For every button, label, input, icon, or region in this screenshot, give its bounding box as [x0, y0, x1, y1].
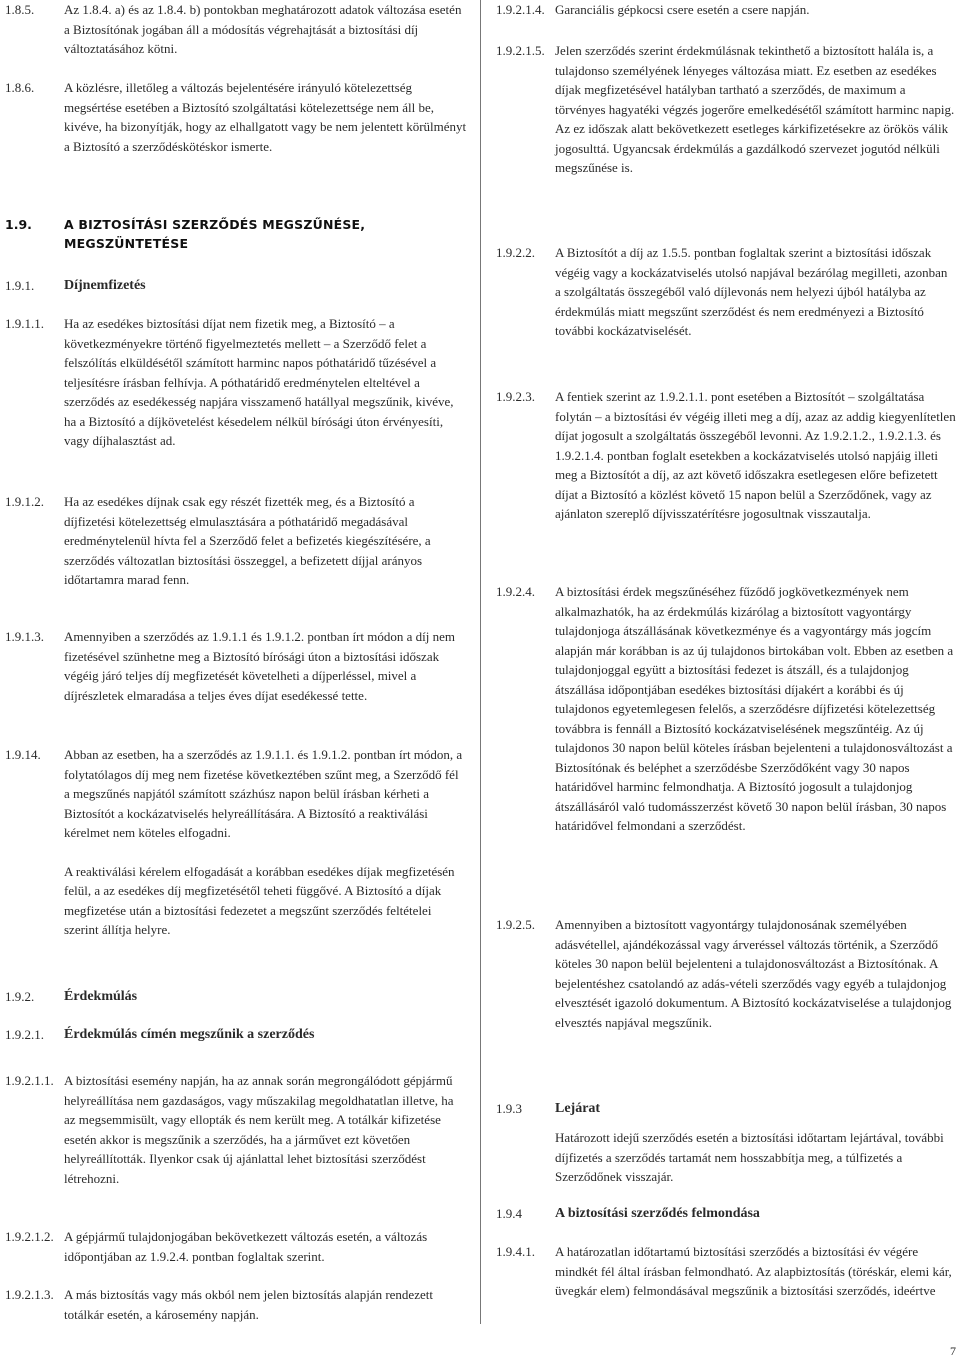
section-item — [5, 215, 467, 253]
section-number: 1.9.2.1.3. — [5, 1287, 54, 1302]
section-number: 1.9.2.2. — [496, 245, 535, 260]
section-item — [5, 1285, 467, 1324]
section-number: 1.9.3 — [496, 1101, 522, 1116]
section-text — [64, 492, 467, 590]
section-item — [5, 987, 467, 1007]
section-item — [5, 314, 467, 451]
section-number: 1.9.2.5. — [496, 917, 535, 932]
section-number: 1.8.5. — [5, 2, 35, 17]
section-text — [555, 243, 956, 341]
paragraph: Lejárat — [555, 1101, 601, 1116]
section-text — [555, 0, 956, 20]
paragraph: A biztosítási érdek megszűnéséhez fűződő jogkövetkezmények nem alkalmazhatók, ha az érdekmúlás kizárólag a biztosított vagyontárgy tulajdonjoga átszállásának következménye és a vagyontárgy más jogcím alapján már korábban is az új tulajdonos birtokában volt. Ebben az esetben a tulajdonjoggal együtt a biztosítási fedezet is átszáll, és a tulajdonjog átszállása időpontjában esedékes biztosítási díjakért a korábbi és új tulajdonos egyetemlegesen felelős, a szerződésre díjfizetési kötelezettség továbbra is fennáll a Biztosító kockázatviselésének megszűntéig. Az új tulajdonos 30 napon belül köteles írásban bejelenteni a tulajdonosváltozást a Biztosítónak és beléphet a szerződésbe Szerződőként vagy 30 napos határidővel harminc felmondhatja. A Biztosító jogosult a tulajdonjog átszállásáról való tudomásszerzést követő 30 napon belül írásban, 30 napos határidővel felmondani a szerződést. — [555, 584, 954, 833]
paragraph: A határozatlan időtartamú biztosítási szerződés a biztosítási év végére mindkét fél által írásban felmondható. Az alapbiztosítás (töréskár, elemi kár, üvegkár elem) felmondásával megszűnik a biztosítási szerződés, ideértve — [555, 1244, 952, 1298]
paragraph: Az 1.8.4. a) és az 1.8.4. b) pontokban meghatározott adatok változása esetén a Biztosítónak jogában áll a módosítás végrehajtását a biztosítási díj változtatásához kötni. — [64, 2, 462, 56]
paragraph: Érdekmúlás címén megszűnik a szerződés — [64, 1027, 315, 1042]
section-item — [5, 1025, 467, 1045]
section-number: 1.9.2. — [5, 989, 35, 1004]
paragraph: A közlésre, illetőleg a változás bejelentésére irányuló kötelezettség megsértése esetében a Biztosító szolgáltatási kötelezettsége nem áll be, kivéve, ha bizonyítják, hogy az elhallgatott vagy be nem jelentett körülményt a Biztosító a szerződéskötéskor ismerte. — [64, 80, 467, 154]
paragraph: Díjnemfizetés — [64, 278, 146, 293]
paragraph: A biztosítási szerződés felmondása — [555, 1206, 760, 1221]
section-item — [496, 1204, 956, 1224]
section-number: 1.9.4 — [496, 1206, 522, 1221]
paragraph: A biztosítási esemény napján, ha az annak során megrongálódott gépjármű helyreállítása nem gazdaságos, vagy műszakilag megoldhatatlan illetve, ha az megsemmisült, vagy ellopták és nem került meg. A totálkár kifizetése esetén akkor is megszűnik a szerződés, ha a járművet ezt követően helyreállították. Ilyenkor csak új ajánlattal lehet biztosítási szerződést létrehozni. — [64, 1073, 454, 1186]
paragraph: A más biztosítás vagy más okból nem jelen biztosítás alapján rendezett totálkár esetén, a károsemény napján. — [64, 1287, 433, 1322]
page-number: 7 — [950, 1344, 956, 1358]
paragraph: A Biztosítót a díj az 1.5.5. pontban foglaltak szerint a biztosítási időszak végéig vagy a kockázatviselés utolsó napjával bezárólag megilleti, azonban a szolgáltatás összegéből való díjlevonás nem helyezi újból hatályba az érdekmúlás miatt megszűnt szerződést és nem eredményezi a Biztosító további kockázatviselését. — [555, 245, 948, 338]
paragraph: A reaktiválási kérelem elfogadását a korábban esedékes díjak megfizetésén felül, a az esedékes díj megfizetésétől teheti függővé. A Biztosító a díjak megfizetése után a biztosítási fedezetet a megszűnt szerződés feltételei szerint állítja helyre. — [64, 863, 455, 937]
paragraph: Ha az esedékes biztosítási díjat nem fizetik meg, a Biztosító – a következményekre történő figyelmeztetés mellett – a Szerződő felet a felszólítás elküldésétől számított harminc napos póthatáridő tűzésével a teljesítésre írásban felhívja. A póthatáridő eredménytelen elteltével a szerződés az esedékesség napjára visszamenő hatállyal megszűnik, kivéve, ha a Biztosító a díjkövetelést késedelem nélkül bírósági úton érvényesíti, vagy díjhalasztást ad. — [64, 316, 454, 448]
section-number: 1.9.2.1.5. — [496, 43, 545, 58]
section-item — [5, 276, 467, 296]
section-item — [496, 1128, 956, 1187]
paragraph: Határozott idejű szerződés esetén a biztosítási időtartam lejártával, további díjfizetés a szerződés tartamát nem hosszabbítja meg, a túlfizetés a Szerződőnek visszajár. — [555, 1130, 944, 1184]
paragraph: Abban az esetben, ha a szerződés az 1.9.1.1. és 1.9.1.2. pontban írt módon, a folytatólagos díj meg nem fizetése következtében szűnt meg, a Szerződő fél a megszűnés napjától számított százhúsz napon belül írásban kérheti a Biztosítót a kockázatviselés helyreállítására. A Biztosító a reaktiválási kérelmet nem köteles elfogadni. — [64, 747, 463, 840]
section-item — [5, 78, 467, 156]
section-number: 1.9.1. — [5, 278, 35, 293]
section-item — [5, 627, 467, 705]
section-text — [555, 1242, 956, 1301]
paragraph: Garanciális gépkocsi csere esetén a csere napján. — [555, 2, 810, 17]
paragraph: A fentiek szerint az 1.9.2.1.1. pont esetében a Biztosítót – szolgáltatása folytán – a biztosítási év végéig illeti meg a díj, azaz az addig kiegyenlítetlen díjat jogosult a szolgáltatás összegéből levonni. Az 1.9.2.1.2., 1.9.2.1.3. és 1.9.2.1.4. pontban foglalt esetekben a kockázatviselés utolsó napjáig illeti meg a Biztosítót a díj, az azt követő időszakra esetlegesen előre befizetett díjat a Biztosító a közlést követő 15 napon belül a Szerződőnek, vagy az ajánlaton szereplő díjvisszatérítésre jogosultnak visszautalja. — [555, 389, 956, 521]
section-number: 1.9.14. — [5, 747, 41, 762]
section-number: 1.9.2.1.2. — [5, 1229, 54, 1244]
section-text — [64, 78, 467, 156]
section-text — [64, 276, 467, 296]
section-number: 1.9.1.2. — [5, 494, 44, 509]
section-number: 1.8.6. — [5, 80, 35, 95]
section-text — [555, 1099, 956, 1119]
section-item — [496, 387, 956, 524]
section-text — [555, 387, 956, 524]
section-item — [496, 243, 956, 341]
section-item — [5, 492, 467, 590]
section-text — [555, 1128, 956, 1187]
section-item — [496, 915, 956, 1032]
section-text — [64, 627, 467, 705]
section-item — [5, 1071, 467, 1188]
section-text — [64, 1227, 467, 1266]
section-number: 1.9.2.1.1. — [5, 1073, 54, 1088]
section-number: 1.9. — [5, 217, 32, 232]
section-number: 1.9.4.1. — [496, 1244, 535, 1259]
section-item — [496, 41, 956, 178]
section-text — [64, 745, 467, 940]
paragraph: Érdekmúlás — [64, 989, 138, 1004]
section-text — [64, 1071, 467, 1188]
paragraph: Amennyiben a szerződés az 1.9.1.1 és 1.9.1.2. pontban írt módon a díj nem fizetésével szünhetne meg a Biztosító bírósági úton a biztosítási időszak végéig járó teljes díj megfizetését követelheti a díjperléssel, mivel a díjrészletek elmaradása a teljes éves díjat esedékessé tette. — [64, 629, 455, 703]
section-number: 1.9.1.3. — [5, 629, 44, 644]
column-divider — [480, 0, 481, 1324]
section-item — [496, 582, 956, 836]
section-text — [64, 1025, 467, 1045]
paragraph: Jelen szerződés szerint érdekmúlásnak tekinthető a biztosított halála is, a tulajdonso személyének lényeges változása miatt. Ez esetben az esedékes díjak megfizetésével hatályban tartható a szerződés, de maximum a törvényes hagyatéki végzés jogerőre emelkedésétől számított harminc napig. Az ez időszak alatt bekövetkezett esetleges kárkifizetésekre az örökös válik jogosulttá. Ugyancsak érdekmúlás a gazdálkodó szervezet jogutód nélküli megszűnése is. — [555, 43, 955, 175]
paragraph: Ha az esedékes díjnak csak egy részét fizették meg, és a Biztosító a díjfizetési kötelezettség elmulasztására a póthatáridő megadásával eredménytelenül hívta fel a Szerződő felet a befizetés kiegészítésére, a szerződés változatlan biztosítási összeggel, a befizetett díjjal arányos időtartamra marad fenn. — [64, 494, 431, 587]
section-text — [555, 41, 956, 178]
section-text — [64, 215, 467, 253]
section-text — [64, 1285, 467, 1324]
section-number: 1.9.2.3. — [496, 389, 535, 404]
section-number: 1.9.1.1. — [5, 316, 44, 331]
section-number: 1.9.2.1. — [5, 1027, 44, 1042]
section-number: 1.9.2.1.4. — [496, 2, 545, 17]
section-item — [496, 1242, 956, 1301]
section-number: 1.9.2.4. — [496, 584, 535, 599]
paragraph: A BIZTOSÍTÁSI SZERZŐDÉS MEGSZŰNÉSE, MEGSZÜNTETÉSE — [64, 217, 366, 251]
section-text — [555, 1204, 956, 1224]
section-item — [5, 745, 467, 940]
paragraph: A gépjármű tulajdonjogában bekövetkezett változás esetén, a változás időpontjában az 1.9.2.4. pontban foglaltak szerint. — [64, 1229, 428, 1264]
section-item — [496, 1099, 956, 1119]
paragraph: Amennyiben a biztosított vagyontárgy tulajdonosának személyében adásvétellel, ajándékozással vagy árveréssel változás történik, a Szerződő köteles 30 napon belül bejelenteni a tulajdonosváltozást a Biztosítónak. A bejelentéshez csatolandó az adás-vételi szerződés vagy egyéb a tulajdonjog elvesztését igazoló dokumentum. A Biztosító kockázatviselése a tulajdonjog elvesztés napjával megszűnik. — [555, 917, 952, 1030]
section-text — [555, 582, 956, 836]
section-item — [496, 0, 956, 20]
section-text — [64, 0, 467, 59]
section-text — [64, 314, 467, 451]
section-text — [64, 987, 467, 1007]
section-item — [5, 0, 467, 59]
section-item — [5, 1227, 467, 1266]
section-text — [555, 915, 956, 1032]
